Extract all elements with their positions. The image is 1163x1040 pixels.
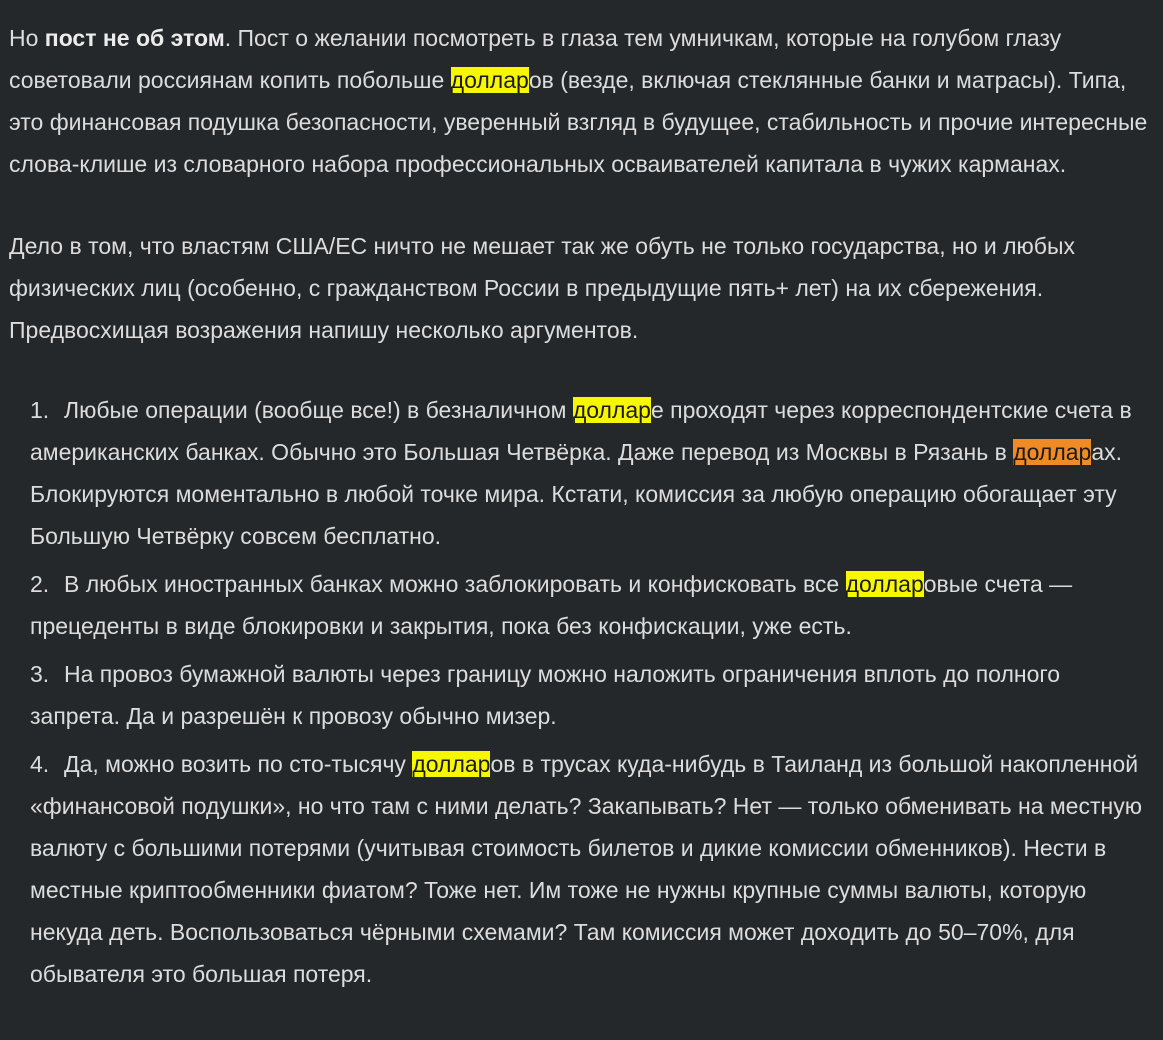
- paragraph-context: [9, 225, 1152, 351]
- list-item: [30, 743, 1152, 995]
- search-highlight: доллар: [412, 751, 491, 777]
- item2-text-2: овые счета — прецеденты в виде блокировки и закрытия, пока без конфискации, уже есть.: [30, 571, 1073, 639]
- list-item-number: 3.: [30, 661, 50, 687]
- item1-text-1: Любые операции (вообще все!) в безналичном: [64, 397, 573, 423]
- item1-text-3: ах. Блокируются моментально в любой точке мира. Кстати, комиссия за любую операцию обогащает эту Большую Четвёрку совсем бесплатно.: [30, 439, 1123, 549]
- list-item: [30, 653, 1152, 737]
- item3-text: На провоз бумажной валюты через границу можно наложить ограничения вплоть до полного запрета. Да и разрешён к провозу обычно мизер.: [30, 661, 1061, 729]
- item4-text-1: Да, можно возить по сто-тысячу: [64, 751, 413, 777]
- list-item-number: 2.: [30, 571, 50, 597]
- list-item: [30, 563, 1152, 647]
- paragraph-intro: [9, 17, 1152, 185]
- search-highlight: доллар: [845, 571, 924, 597]
- list-item: [30, 389, 1152, 557]
- arguments-list: [9, 389, 1152, 995]
- context-text: Дело в том, что властям США/ЕС ничто не мешает так же обуть не только государства, но и любых физических лиц (особенно, с гражданством России в предыдущие пять+ лет) на их сбережения. Предвосхищая возражения напишу несколько аргументов.: [9, 233, 1075, 343]
- list-item-number: 1.: [30, 397, 50, 423]
- intro-bold: пост не об этом: [44, 25, 225, 51]
- intro-text-1: . Пост о желании посмотреть в глаза тем умничкам, которые на голубом глазу советовали россиянам копить побольше: [9, 25, 1062, 93]
- search-highlight: доллар: [572, 397, 651, 423]
- search-highlight-active: доллар: [1013, 439, 1092, 465]
- search-highlight: доллар: [450, 67, 529, 93]
- list-item-number: 4.: [30, 751, 50, 777]
- item2-text-1: В любых иностранных банках можно заблокировать и конфисковать все: [64, 571, 846, 597]
- intro-text-2: ов (везде, включая стеклянные банки и матрасы). Типа, это финансовая подушка безопасности, уверенный взгляд в будущее, стабильность и прочие интересные слова-клише из словарного набора профессиональных осваивателей капитала в чужих карманах.: [9, 67, 1148, 177]
- item4-text-2: ов в трусах куда-нибудь в Таиланд из большой накопленной «финансовой подушки», но что там с ними делать? Закапывать? Нет — только обменивать на местную валюту с большими потерями (учитывая стоимость билетов и дикие комиссии обменников). Нести в местные криптообменники фиатом? Тоже нет. Им тоже не нужны крупные суммы валюты, которую некуда деть. Воспользоваться чёрными схемами? Там комиссия может доходить до 50–70%, для обывателя это большая потеря.: [30, 751, 1142, 987]
- intro-lead: Но: [9, 25, 45, 51]
- item1-text-2: е проходят через корреспондентские счета в американских банках. Обычно это Большая Четвёрка. Даже перевод из Москвы в Рязань в: [30, 397, 1132, 465]
